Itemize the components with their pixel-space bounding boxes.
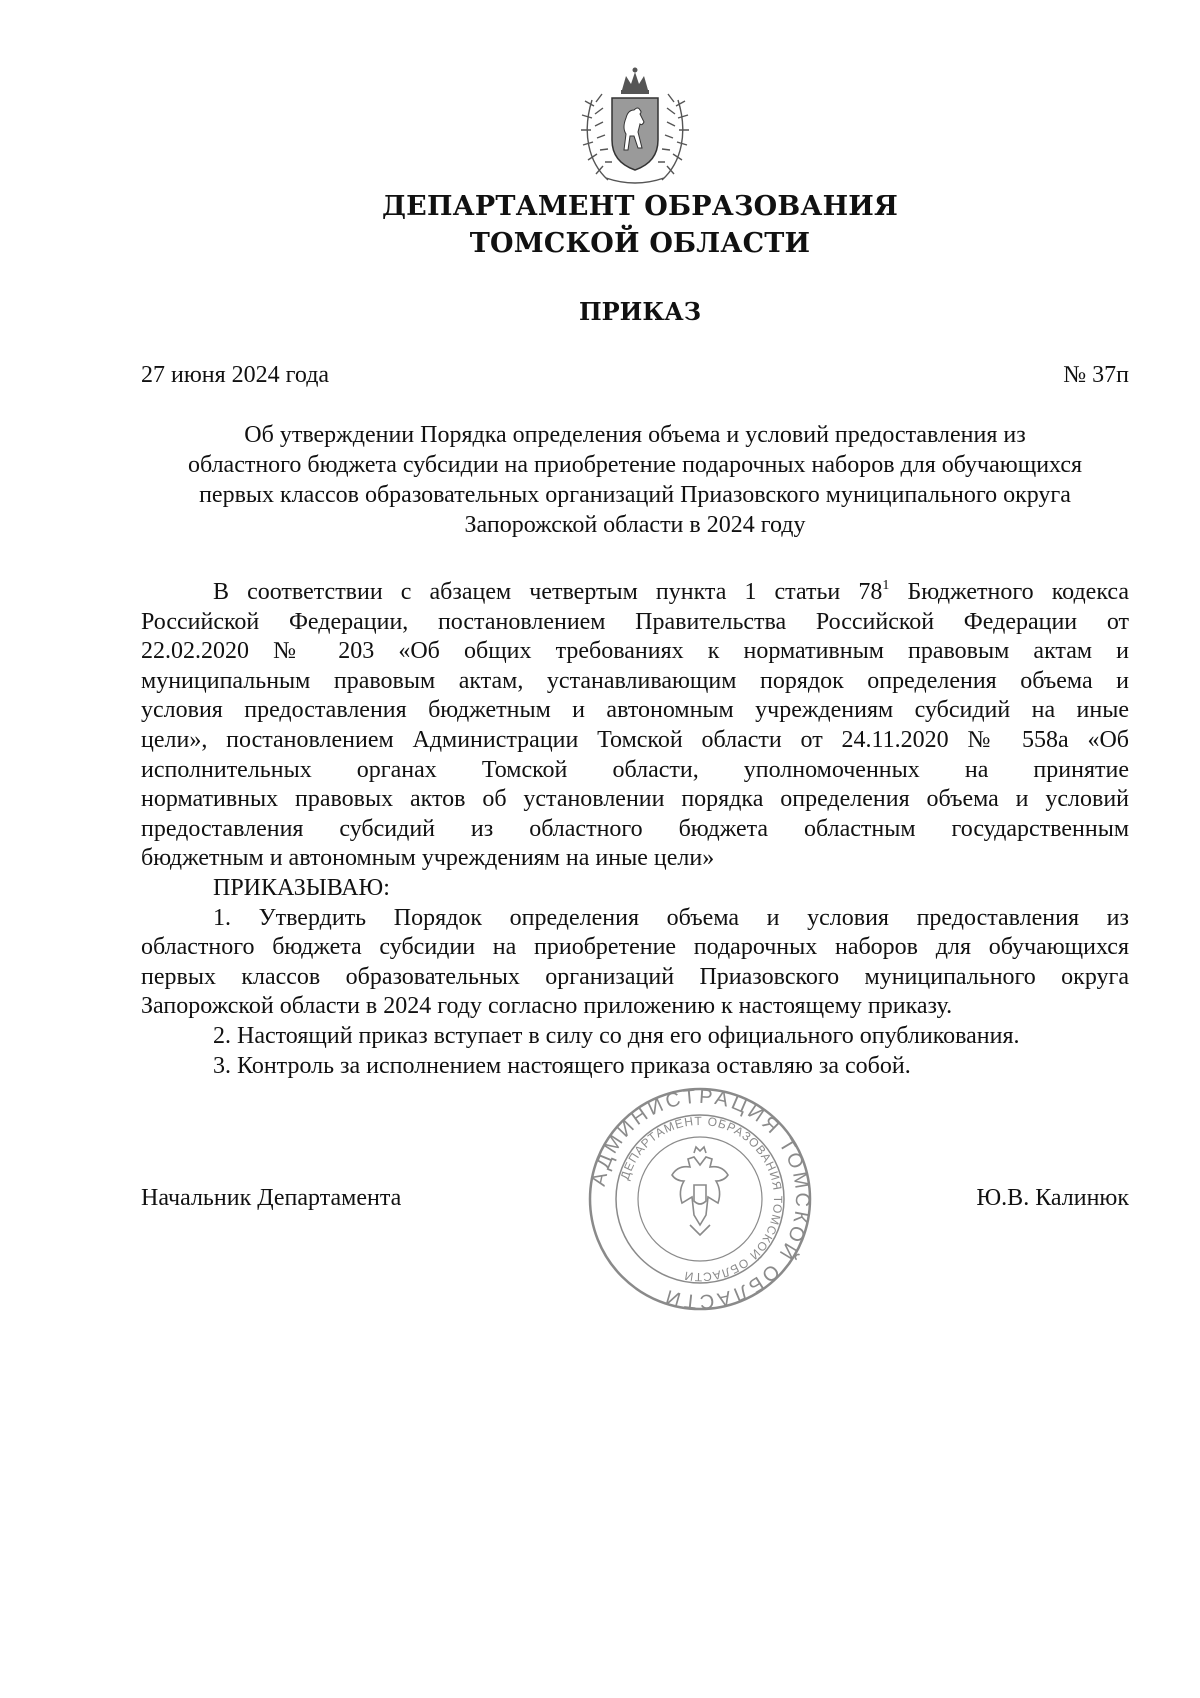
item-2: 2. Настоящий приказ вступает в силу со дня его официального опубликования. — [213, 1022, 1020, 1049]
body-text: Бюджетного кодекса — [889, 579, 1129, 605]
seal-inner-text: ДЕПАРТАМЕНТ ОБРАЗОВАНИЯ ТОМСКОЙ ОБЛАСТИ — [617, 1113, 786, 1285]
department-title-line1: ДЕПАРТАМЕНТ ОБРАЗОВАНИЯ — [381, 191, 899, 222]
order-date: 27 июня 2024 года — [141, 362, 330, 388]
seal-outer-text: АДМИНИСТРАЦИЯ ТОМСКОЙ ОБЛАСТИ — [587, 1085, 814, 1313]
item-1-line: первых классов образовательных организаций Приазовского муниципального округа — [141, 963, 1129, 990]
body-text: В соответствии с абзацем четвертым пункта 1 статьи 78 — [213, 579, 883, 605]
signatory-name: Ю.В. Калинюк — [976, 1185, 1129, 1211]
item-1-line: Запорожской области в 2024 году согласно приложению к настоящему приказу. — [141, 993, 953, 1020]
department-title — [150, 188, 1130, 262]
official-seal-stamp — [586, 1085, 814, 1313]
item-1-line: областного бюджета субсидии на приобретение подарочных наборов для обучающихся — [141, 934, 1129, 961]
body-line: цели», постановлением Администрации Томской области от 24.11.2020 № 558а «Об — [141, 726, 1129, 753]
superscript: 1 — [882, 578, 890, 593]
item-3: 3. Контроль за исполнением настоящего приказа оставляю за собой. — [213, 1052, 911, 1079]
coat-of-arms-emblem — [570, 62, 700, 192]
subject-line: областного бюджета субсидии на приобретение подарочных наборов для обучающихся — [187, 452, 1083, 478]
body-line: нормативных правовых актов об установлении порядка определения объема и условий — [141, 786, 1129, 813]
body-line: условия предоставления бюджетным и автономным учреждениям субсидий на иные — [141, 697, 1129, 724]
body-line: предоставления субсидий из областного бюджета областным государственным — [141, 815, 1129, 842]
order-subject — [141, 420, 1129, 540]
subject-line: Запорожской области в 2024 году — [464, 512, 806, 538]
decree-word: ПРИКАЗЫВАЮ: — [213, 874, 390, 901]
date-number-line — [141, 360, 1129, 390]
body-line: бюджетным и автономным учреждениям на иные цели» — [141, 845, 715, 872]
department-title-line2: ТОМСКОЙ ОБЛАСТИ — [469, 228, 811, 259]
item-1-line: 1. Утвердить Порядок определения объема и условия предоставления из — [213, 904, 1129, 931]
body-line: Российской Федерации, постановлением Правительства Российской Федерации от — [141, 608, 1129, 635]
subject-line: Об утверждении Порядка определения объема и условий предоставления из — [244, 422, 1026, 448]
body-line: муниципальным правовым актам, устанавливающим порядок определения объема и — [141, 667, 1129, 694]
document-type-heading: ПРИКАЗ — [578, 297, 702, 326]
body-line — [141, 578, 1129, 608]
order-number: № 37п — [1063, 362, 1129, 388]
body-line: исполнительных органах Томской области, уполномоченных на принятие — [141, 756, 1129, 783]
subject-line: первых классов образовательных организаций Приазовского муниципального округа — [199, 482, 1071, 508]
svg-text:ДЕПАРТАМЕНТ ОБРАЗОВАНИЯ ТОМСКО — [618, 1114, 785, 1284]
body-line: 22.02.2020 № 203 «Об общих требованиях к нормативным правовым актам и — [141, 638, 1129, 665]
signatory-position: Начальник Департамента — [141, 1185, 402, 1211]
order-body — [141, 578, 1129, 1081]
